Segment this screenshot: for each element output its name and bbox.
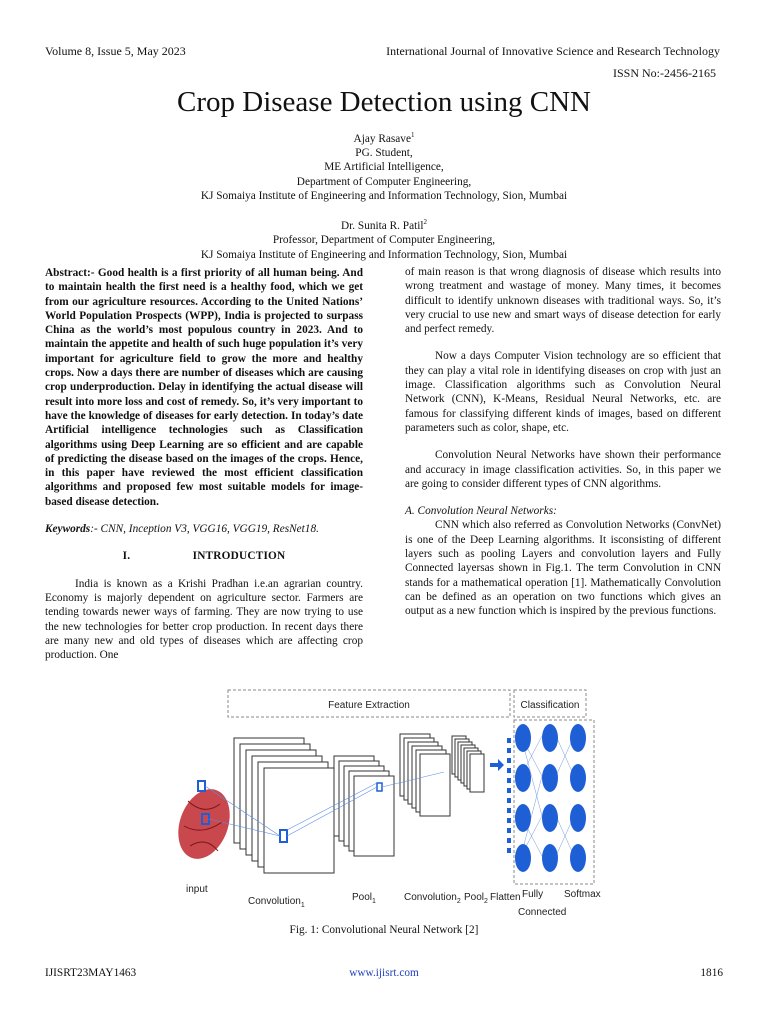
author-1-line: PG. Student, — [355, 147, 413, 160]
header-issn: ISSN No:-2456-2165 — [612, 66, 716, 80]
conv1-stack — [234, 738, 334, 873]
label-fully: Fully — [522, 889, 544, 900]
right-column — [405, 265, 721, 619]
author-block — [0, 128, 768, 262]
conv2-stack — [400, 734, 450, 816]
label-connected: Connected — [518, 907, 567, 918]
paragraph: Convolution Neural Networks have shown their performance and accuracy in image classification activities. So, in this paper we are going to consider different types of CNN algorithms. — [405, 449, 721, 490]
author-1-line: Department of Computer Engineering, — [296, 175, 472, 188]
author-1-line: ME Artificial Intelligence, — [324, 161, 444, 174]
label-softmax: Softmax — [564, 889, 601, 900]
fc-connections — [521, 736, 574, 856]
author-2-line: Professor, Department of Computer Engineering, — [272, 234, 496, 247]
flatten-column — [490, 738, 511, 853]
header-journal: International Journal of Innovative Science and Research Technology — [386, 44, 720, 58]
label-conv1: Convolution$_1$ — [248, 896, 305, 909]
intro-paragraph: India is known as a Krishi Pradhan i.e.an agrarian country. Economy is majorly dependent on agriculture sector. Farmers are tending towards newer ways of farming. They are now trying to use the new technologies for better crop production. In recent days there are many new and old types of diseases which are affecting crop production. One — [45, 577, 363, 662]
paragraph: Now a days Computer Vision technology are so efficient that they can play a vital role in identifying diseases on crop with just an image. Classification algorithms such as Convolution Neural Network (CNN), K-Means, Residual Neural Networks, etc. are famous for classifying different kinds of images, based on different parameters such as color, shape, etc. — [405, 350, 721, 434]
paragraph: of main reason is that wrong diagnosis of disease which results into wrong treatment and wastage of money. Many times, it becomes difficult to identify unknown diseases with traditional ways. So, it’s very crucial to use new and smart ways of disease detection for early and perfect remedy. — [405, 266, 721, 336]
footer-website-link[interactable]: www.ijisrt.com — [349, 967, 419, 979]
softmax-neurons — [570, 724, 586, 872]
footer-page-number: 1816 — [700, 967, 723, 979]
author-2-name: Dr. Sunita R. Patil$^2$ — [340, 218, 428, 233]
paragraph: CNN which also referred as Convolution Networks (ConvNet) is one of the Deep Learning algorithms. It isconsisting of different layers such as pooling Layers and convolution layers and Fully Connected layersas shown in Fig.1. The term Convolution in CNN stands for a mathematical operation [1]. Mathematically Convolution can be defined as an operation on two functions which gives an output as a new function which is inspired by the previous functions. — [405, 519, 721, 618]
label-input: input — [186, 884, 208, 895]
feature-extraction-label: Feature Extraction — [328, 700, 410, 711]
pool2-stack — [452, 736, 484, 792]
cnn-architecture-figure — [176, 686, 606, 924]
keywords: Keywords:- CNN, Inception V3, VGG16, VGG19, ResNet18. — [45, 523, 319, 536]
paper-title: Crop Disease Detection using CNN — [177, 86, 591, 118]
label-conv2: Convolution$_2$ — [404, 892, 461, 905]
classification-label: Classification — [520, 700, 580, 711]
section-heading-introduction: I. INTRODUCTION — [122, 550, 286, 563]
left-column — [45, 266, 363, 662]
subsection-heading-cnn: A. Convolution Neural Networks: — [405, 505, 557, 518]
pool1-stack — [334, 756, 394, 856]
input-image — [176, 781, 239, 866]
figure-caption: Fig. 1: Convolutional Neural Network [2] — [289, 924, 479, 936]
author-1-name: Ajay Rasave$^1$ — [353, 131, 415, 145]
abstract: Abstract:- Good health is a first priority of all human being. And to maintain health the first need is a healthy food, which we get from our agriculture resources. According to the United Nations’ World Population Prospects (WPP), India is projected to surpass China as the world’s most populous country in 2023. And to maintain the appetite and health of such huge population it’s very important for agriculture field to grow the more and healthy crops. Now a days there are number of diseases which are causing crop underproduction. Delay in identifying the actual disease will result into more loss and cost of remedy. So, it’s very important to have the knowledge of diseases for early detection. In today’s date Artificial intelligence technologies such as Classification algorithms using Deep Learning are so efficient and are capable of predicting the disease based on the images of the crops. Hence, in this paper have reviewed the most efficient classification algorithms and proposed few most suitable models for image-based disease detection. — [45, 267, 363, 508]
footer-paper-id: IJISRT23MAY1463 — [45, 967, 137, 979]
label-flatten: Flatten — [490, 892, 521, 903]
author-1-line: KJ Somaiya Institute of Engineering and Information Technology, Sion, Mumbai — [200, 189, 568, 202]
author-2-line: KJ Somaiya Institute of Engineering and Information Technology, Sion, Mumbai — [200, 248, 568, 261]
header-volume: Volume 8, Issue 5, May 2023 — [45, 44, 186, 58]
label-pool1: Pool$_1$ — [352, 892, 376, 905]
label-pool2: Pool$_2$ — [464, 892, 488, 905]
